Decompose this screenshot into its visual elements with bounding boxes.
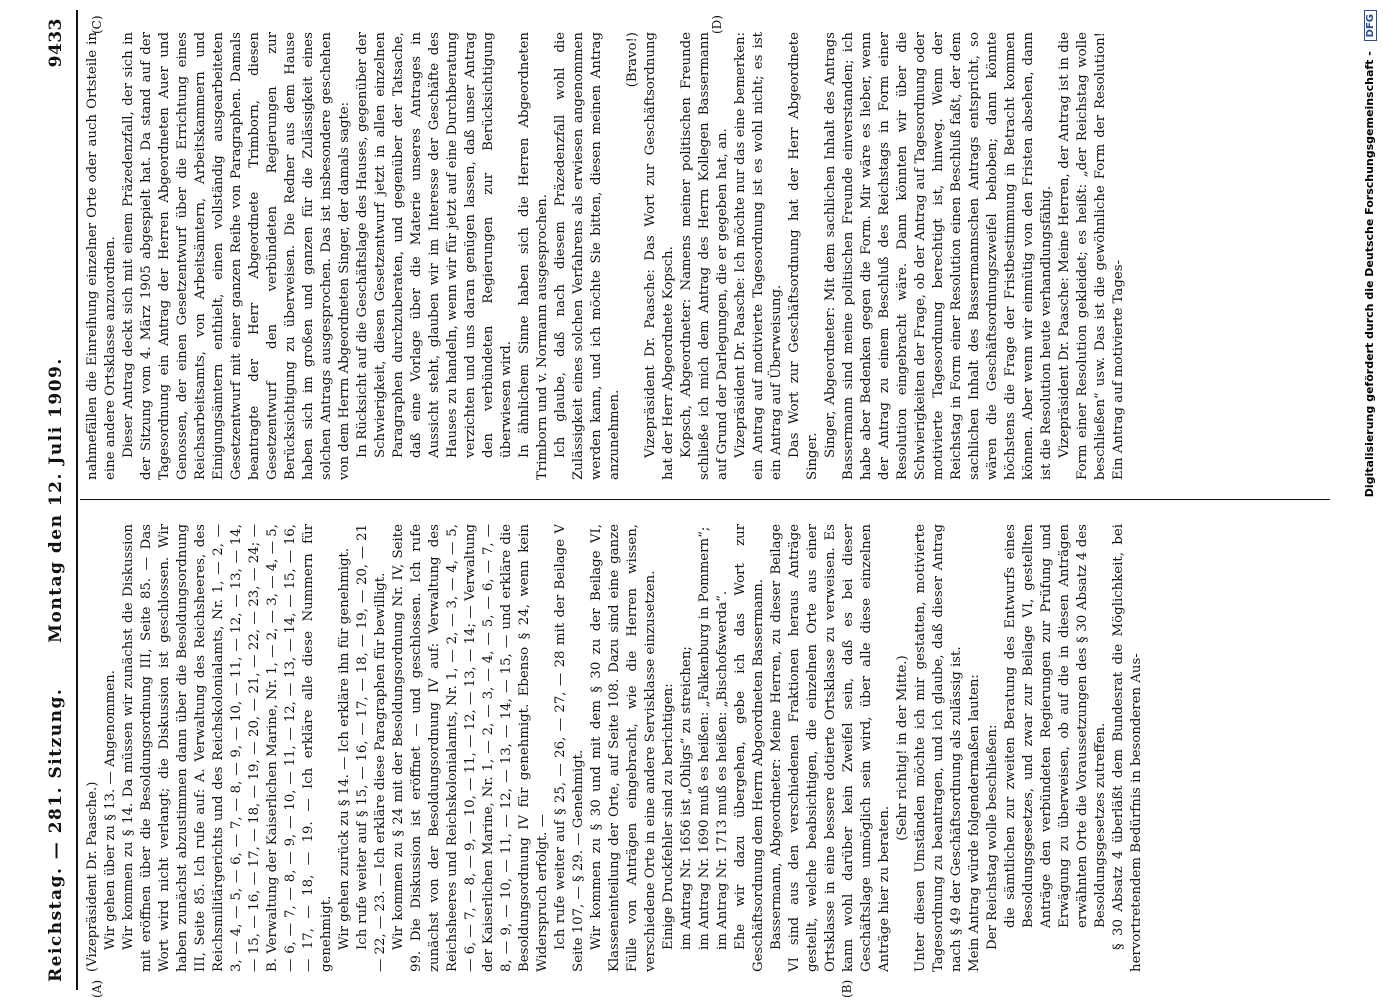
header-date: Montag den 12. Juli 1909. bbox=[46, 357, 66, 643]
correction-item: im Antrag Nr. 1656 ist „Ohligs“ zu streichen; bbox=[679, 646, 694, 950]
margin-marker-c: (C) bbox=[90, 15, 104, 34]
correction-item: im Antrag Nr. 1713 muß es heißen: „Bischofswerda“. bbox=[715, 590, 730, 950]
right-text-column bbox=[84, 32, 1332, 480]
margin-marker-d: (D) bbox=[710, 15, 724, 34]
document-page bbox=[40, 0, 1340, 1000]
speech-paragraph: Vizepräsident Dr. Paasche: Das Wort zur Geschäftsordnung hat der Herr Abgeordnete Kopsch. bbox=[643, 32, 676, 480]
paragraph: Ich glaube, daß nach diesem Präzedenzfall wohl die Zulässigkeit eines solchen Verfahrens als erwiesen angenommen werden kann, und ich möchte Sie bitten, diesen meinen Antrag anzunehmen. bbox=[553, 32, 622, 480]
correction-item: im Antrag Nr. 1690 muß es heißen: „Falkenburg in Pommern“; bbox=[697, 526, 712, 950]
speech-paragraph: Vizepräsident Dr. Paasche: Meine Herren, der Antrag ist in die Form einer Resolution gekleidet; es heißt: „der Reichstag wolle beschließen“ usw. Das ist die gewöhnliche Form der Resolution! Ein Antrag auf motivierte Tages- bbox=[1057, 32, 1126, 480]
motion-lead: Der Reichstag wolle beschließen: bbox=[985, 724, 1000, 950]
margin-marker-b: (B) bbox=[840, 979, 854, 998]
dfg-logo: DFG bbox=[1364, 10, 1377, 41]
paragraph: Wir kommen zu § 24 mit der Besoldungsordnung Nr. IV, Seite 99. Die Diskussion ist eröffnet — und geschlossen. Ich rufe zunächst von der Besoldungsordnung IV auf: Verwaltung des Reichsheeres und Reichskolonialamts, Nr. 1, — 2, — 3, — 4, — 5, — 6, — 7, — 8, — 9, — 10, — 11, — 12, — 13, — 14; — Verwaltung der Kaiserlichen Marine, Nr. 1, — 2, — 3, — 4, — 5, — 6, — 7, — 8, — 9, — 10, — 11, — 12, — 13, — 14, — 15, — und erkläre die Besoldungsordnung IV für genehmigt. Ebenso § 24, wenn kein Widerspruch erfolgt. — bbox=[391, 524, 550, 972]
page-header bbox=[42, 18, 76, 982]
paragraph: Das Wort zur Geschäftsordnung hat der Herr Abgeordnete Singer. bbox=[787, 32, 820, 480]
speech-paragraph: Singer, Abgeordneter: Mit dem sachlichen Inhalt des Antrags Bassermann sind meine politischen Freunde einverstanden; ich habe aber Bedenken gegen die Form. Mir wäre es lieber, wenn der Antrag zu einem Beschluß des Reichstags in Form einer Resolution eingebracht wäre. Dann könnten wir über die Schwierigkeiten der Frage, ob der Antrag auf Tagesordnung oder motivierte Tagesordnung berechtigt ist, hinweg. Wenn der Reichstag in Form einer Resolution einen Beschluß faßt, der dem sachlichen Inhalt des Bassermannschen Antrags entspricht, so wären die Geschäftsordnungszweifel behoben; dann könnte höchstens die Frage der Fristbestimmung in Betracht kommen können. Aber wenn wir einmütig von den Fristen absehen, dann ist die Resolution heute verhandlungsfähig. bbox=[823, 32, 1054, 480]
paragraph: Ich rufe weiter auf § 15, — 16, — 17, — 18, — 19, — 20, — 21 — 22, — 23. — Ich erkläre diese Paragraphen für bewilligt. bbox=[355, 524, 388, 972]
credit-text: Digitalisierung gefördert durch die Deutsche Forschungsgemeinschaft - bbox=[1363, 51, 1376, 498]
paragraph: Wir kommen zu § 30 und mit dem § 30 zu der Beilage VI, Klasseneinteilung der Orte, auf Seite 108. Dazu sind eine ganze Fülle von Anträgen eingebracht, wie die Herren wissen, verschiedene Orte in eine andere Servisklasse einzusetzen. bbox=[589, 524, 658, 972]
paragraph: Unter diesen Umständen möchte ich mir gestatten, motivierte Tagesordnung zu beantragen, und ich glaube, daß dieser Antrag nach § 49 der Geschäftsordnung als zulässig ist. bbox=[913, 524, 964, 972]
paragraph: § 30 Absatz 4 überläßt dem Bundesrat die Möglichkeit, bei hervortretendem Bedürfnis in besonderen Aus- bbox=[1111, 524, 1144, 972]
paragraph: Ich rufe weiter auf § 25, — 26, — 27, — 28 mit der Beilage V Seite 107, — § 29. — Genehmigt. bbox=[553, 524, 586, 972]
paragraph: nahmefällen die Einreihung einzelner Orte oder auch Ortsteile in eine andere Ortsklasse anzuordnen. bbox=[85, 32, 118, 480]
header-page-number: 9433 bbox=[46, 18, 66, 68]
paragraph: Mein Antrag würde folgendermaßen lauten: bbox=[967, 674, 982, 972]
speech-paragraph: Vizepräsident Dr. Paasche: Ich möchte nur das eine bemerken: ein Antrag auf motivierte Tagesordnung ist es wohl nicht; es ist ein Antrag auf Überweisung. bbox=[733, 32, 784, 480]
speaker-note: (Vizepräsident Dr. Paasche.) bbox=[85, 781, 100, 972]
header-rule bbox=[76, 10, 78, 990]
interjection: (Bravo!) bbox=[625, 32, 640, 88]
left-text-column bbox=[84, 524, 1332, 972]
digitization-credit bbox=[1363, 10, 1383, 990]
column-divider bbox=[80, 499, 1330, 500]
paragraph: Ehe wir dazu übergehen, gebe ich das Wort zur Geschäftsordnung dem Herrn Abgeordneten Bassermann. bbox=[733, 524, 766, 972]
speech-paragraph: Kopsch, Abgeordneter: Namens meiner politischen Freunde schließe ich mich dem Antrag des Herrn Kollegen Bassermann auf Grund der Darlegungen, die er gegeben hat, an. bbox=[679, 32, 730, 480]
speech-paragraph: Bassermann, Abgeordneter: Meine Herren, zu dieser Beilage VI sind aus den verschiedenen Fraktionen heraus Anträge gestellt, welche beabsichtigen, die einzelnen Orte aus einer Ortsklasse in eine bessere dotierte Ortsklasse zu verweisen. Es kann wohl darüber kein Zweifel sein, daß es bei dieser Geschäftslage unmöglich sein wird, über alle diese einzelnen Anträge hier zu beraten. bbox=[769, 524, 892, 972]
motion-text: die sämtlichen zur zweiten Beratung des Entwurfs eines Besoldungsgesetzes, und zwar zur Beilage VI, gestellten Anträge den verbündeten Regierungen zur Prüfung und Erwägung zu überweisen, ob auf die in diesen Anträgen erwähnten Orte die Voraussetzungen des § 30 Absatz 4 des Besoldungsgesetzes zutreffen. bbox=[1003, 524, 1108, 928]
paragraph: In ähnlichem Sinne haben sich die Herren Abgeordneten Trimborn und v. Normann ausgesprochen. bbox=[517, 32, 550, 480]
header-session: Reichstag. — 281. Sitzung. bbox=[46, 687, 66, 982]
paragraph: Dieser Antrag deckt sich mit einem Präzedenzfall, der sich in der Sitzung vom 4. März 1905 abgespielt hat. Da stand auf der Tagesordnung ein Antrag der Herren Abgeordneten Auer und Genossen, der einen Gesetzentwurf über die Errichtung eines Reichsarbeitsamts, von Arbeitsämtern, Arbeitskammern und Einigungsämtern enthielt, einen vollständig ausgearbeiteten Gesetzentwurf mit einer ganzen Reihe von Paragraphen. Damals beantragte der Herr Abgeordnete Trimborn, diesen Gesetzentwurf den verbündeten Regierungen zur Berücksichtigung zu überweisen. Die Redner aus dem Hause haben sich im großen und ganzen für die Zulässigkeit eines solchen Antrags ausgesprochen. Das ist insbesondere geschehen von dem Herrn Abgeordneten Singer, der damals sagte: bbox=[121, 32, 352, 480]
paragraph: Wir gehen zurück zu § 14. — Ich erkläre ihn für genehmigt. bbox=[337, 547, 352, 950]
paragraph: Einige Druckfehler sind zu berichtigen: bbox=[661, 683, 676, 950]
paragraph: Wir gehen über zu § 13. — Angenommen. bbox=[103, 670, 118, 950]
quotation: In Rücksicht auf die Geschäftslage des Hauses, gegenüber der Schwierigkeit, diesen Gesetzentwurf jetzt in allen einzelnen Paragraphen durchzuberaten, und gegenüber der Tatsache, daß eine Vorlage über die Materie unseres Antrages in Aussicht steht, glauben wir im Interesse der Geschäfte des Hauses zu handeln, wenn wir für jetzt auf eine Durchberatung verzichten und uns daran genügen lassen, daß unser Antrag den verbündeten Regierungen zur Berücksichtigung überwiesen wird. bbox=[355, 32, 514, 458]
paragraph: Wir kommen zu § 14. Da müssen wir zunächst die Diskussion mit eröffnen über die Besoldungsordnung III, Seite 85. — Das Wort wird nicht verlangt; die Diskussion ist geschlossen. Wir haben zunächst abzustimmen dann über die Besoldungsordnung III, Seite 85. Ich rufe auf: A. Verwaltung des Reichsheeres, des Reichsmilitärgerichts und des Reichskolonialamts, Nr. 1, — 2, — 3, — 4, — 5, — 6, — 7, — 8, — 9, — 10, — 11, — 12, — 13, — 14, — 15, — 16, — 17, — 18, — 19, — 20, — 21, — 22, — 23, — 24; — B. Verwaltung der Kaiserlichen Marine, Nr. 1, — 2, — 3, — 4, — 5, — 6, — 7, — 8, — 9, — 10, — 11, — 12, — 13, — 14, — 15, — 16, — 17, — 18, — 19. — Ich erkläre alle diese Nummern für genehmigt. bbox=[121, 524, 334, 972]
margin-marker-a: (A) bbox=[90, 979, 104, 998]
interjection: (Sehr richtig! in der Mitte.) bbox=[895, 655, 910, 841]
